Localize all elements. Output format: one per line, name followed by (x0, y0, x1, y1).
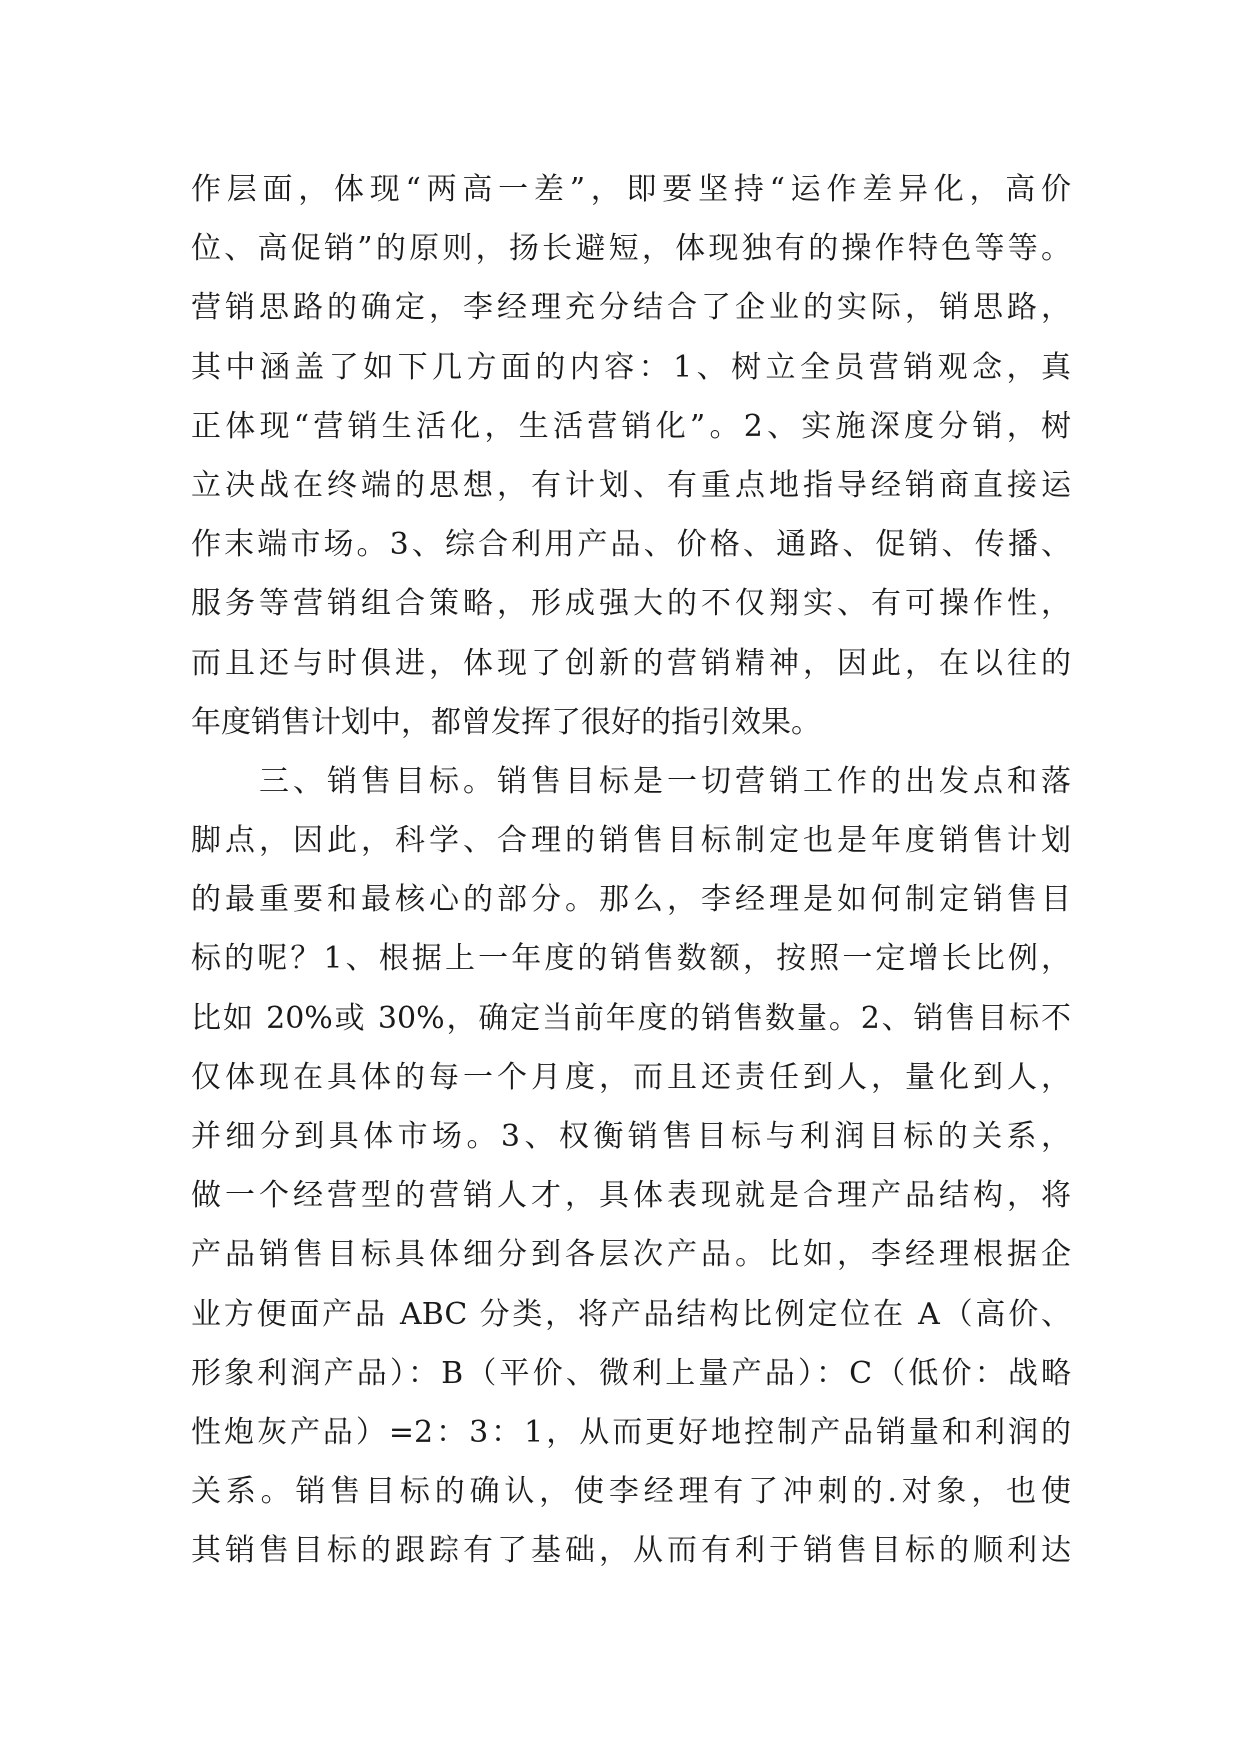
text-line: 其中涵盖了如下几方面的内容：1、树立全员营销观念，真 (191, 349, 1071, 385)
text-line: 性炮灰产品）=2：3：1，从而更好地控制产品销量和利润的 (191, 1414, 1071, 1450)
text-line: 比如 20%或 30%，确定当前年度的销售数量。2、销售目标不 (191, 1000, 1071, 1036)
text-line: 标的呢？1、根据上一年度的销售数额，按照一定增长比例， (191, 941, 1071, 977)
body-text (191, 160, 1071, 1581)
text-line: 位、高促销”的原则，扬长避短，体现独有的操作特色等等。 (191, 231, 1071, 267)
text-line: 立决战在终端的思想，有计划、有重点地指导经销商直接运 (191, 467, 1071, 503)
text-line: 作层面，体现“两高一差”，即要坚持“运作差异化，高价 (191, 172, 1071, 207)
text-line: 而且还与时俱进，体现了创新的营销精神，因此，在以往的 (191, 645, 1071, 681)
text-line: 服务等营销组合策略，形成强大的不仅翔实、有可操作性， (191, 586, 1071, 622)
text-line: 正体现“营销生活化，生活营销化”。2、实施深度分销，树 (191, 408, 1071, 444)
text-line: 脚点，因此，科学、合理的销售目标制定也是年度销售计划 (191, 823, 1071, 859)
text-line: 形象利润产品）：B（平价、微利上量产品）：C（低价：战略 (191, 1355, 1071, 1391)
text-line: 仅体现在具体的每一个月度，而且还责任到人，量化到人， (191, 1059, 1071, 1095)
text-line: 的最重要和最核心的部分。那么，李经理是如何制定销售目 (191, 882, 1071, 918)
text-line: 产品销售目标具体细分到各层次产品。比如，李经理根据企 (191, 1237, 1071, 1273)
text-line: 其销售目标的跟踪有了基础，从而有利于销售目标的顺利达 (191, 1533, 1071, 1569)
text-line: 作末端市场。3、综合利用产品、价格、通路、促销、传播、 (191, 527, 1071, 563)
text-line: 年度销售计划中，都曾发挥了很好的指引效果。 (191, 704, 821, 740)
text-line: 业方便面产品 ABC 分类，将产品结构比例定位在 A（高价、 (191, 1296, 1071, 1332)
text-line: 做一个经营型的营销人才，具体表现就是合理产品结构，将 (191, 1178, 1071, 1214)
text-line: 并细分到具体市场。3、权衡销售目标与利润目标的关系， (191, 1119, 1071, 1154)
paragraph-heading-line: 三、销售目标。销售目标是一切营销工作的出发点和落 (191, 763, 1071, 799)
text-line: 营销思路的确定，李经理充分结合了企业的实际，销思路， (191, 290, 1071, 326)
text-line: 关系。销售目标的确认，使李经理有了冲刺的.对象，也使 (191, 1474, 1071, 1510)
